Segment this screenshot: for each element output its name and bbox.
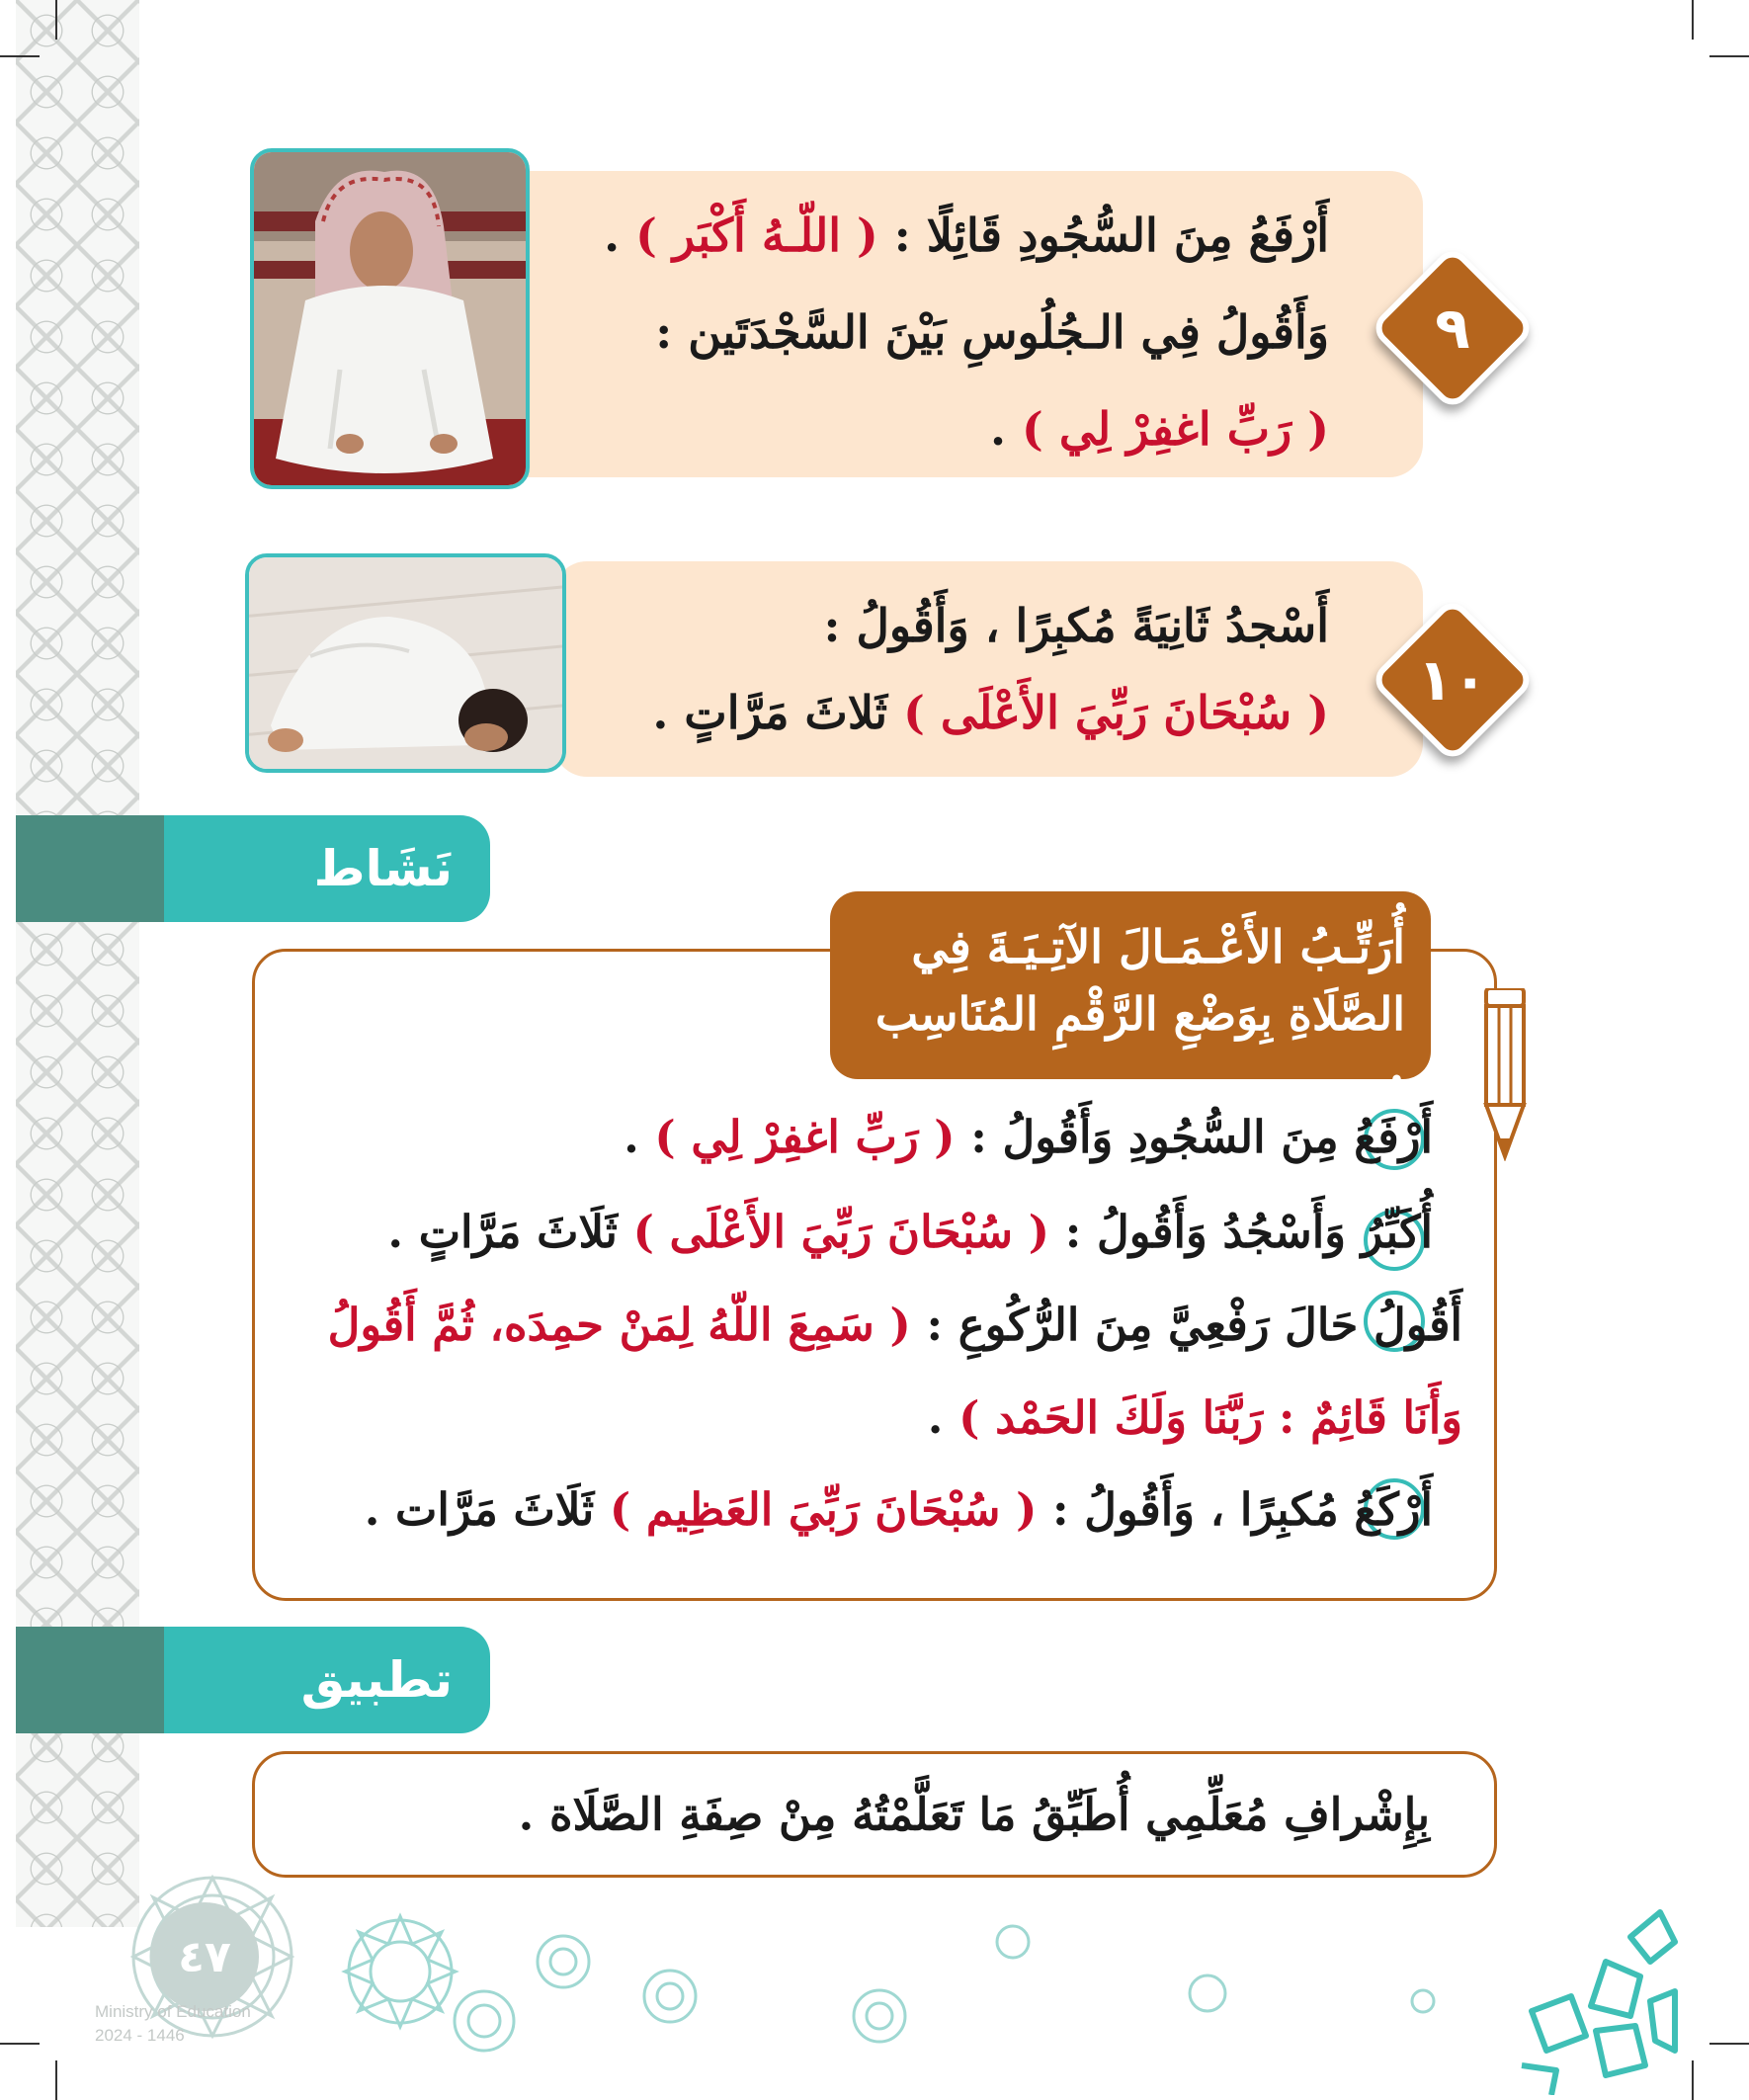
step-10-line-2 [652, 686, 1329, 739]
order-item-1-text: أَرْفَعُ مِنَ السُّجُودِ وَأَقُولُ : [955, 1111, 1433, 1163]
order-item-3-text: أَقُولُ حَالَ رَفْعِيَّ مِنَ الرُّكُوعِ : [910, 1299, 1462, 1351]
step-10-line-2-end: ثَلاثَ مَرَّاتٍ . [652, 686, 904, 739]
step-9-line-1 [604, 209, 1329, 262]
step-9-line-3 [990, 402, 1329, 456]
step-9-line-2: وَأَقُولُ فِي الـجُلُوسِ بَيْنَ السَّجْدَتَين : [655, 305, 1329, 359]
crop-mark [1709, 55, 1749, 57]
ministry-line: Ministry of Education [95, 2002, 251, 2021]
order-item-3-line-1 [327, 1299, 1462, 1351]
order-item-2-highlight: ( سُبْحَانَ رَبِّيَ الأَعْلَى ) [632, 1206, 1050, 1258]
step-9-number: ٩ [1435, 294, 1470, 362]
step-10-line-1: أَسْجدُ ثَانِيَةً مُكبِرًا ، وَأَقُولُ : [823, 599, 1329, 652]
rosette-ornament-icon [341, 1912, 459, 2031]
application-tab-label: تطبيق [300, 1651, 453, 1709]
crop-mark [1692, 2060, 1694, 2100]
activity-tab-label: نَشَاط [313, 840, 453, 897]
rosette-ornament-icon [850, 1986, 909, 2046]
step-10-card [553, 561, 1423, 777]
crop-mark [55, 2060, 57, 2100]
step-9-line-1-text: أَرْفَعُ مِنَ السُّجُودِ قَائِلًا : [877, 209, 1329, 262]
order-item-4 [364, 1483, 1433, 1536]
rosette-ornament-icon [1408, 1986, 1438, 2016]
order-item-2 [387, 1206, 1433, 1258]
page-number: ٤٧ [150, 1902, 259, 2011]
sitting-boy-illustration [250, 152, 526, 489]
step-10-number: ١٠ [1417, 646, 1488, 714]
step-9-line-1-highlight: ( اللّـهُ أَكْبَر ) [635, 209, 878, 262]
order-item-2-end: ثَلَاثَ مَرَّاتٍ . [387, 1206, 633, 1258]
activity-title [830, 891, 1431, 1108]
application-box [252, 1751, 1497, 1878]
rosette-ornament-icon [534, 1932, 593, 1991]
prostrating-boy-illustration [245, 557, 562, 773]
crop-mark [1709, 2043, 1749, 2045]
order-item-1-end: . [624, 1111, 655, 1163]
order-item-3-end: . [927, 1391, 959, 1444]
step-9-line-1-end: . [604, 209, 636, 262]
crop-mark [0, 2043, 40, 2045]
application-text: بِإِشْرافِ مُعَلِّمِي أُطَبِّقُ مَا تَعَلَّمْتُهُ مِنْ صِفَةِ الصَّلَاة . [518, 1788, 1430, 1841]
geometric-corner-ornament-icon [1512, 1902, 1680, 2095]
order-item-3-highlight-continued: وَأَنَا قَائِمٌ : رَبَّنَا وَلَكَ الحَمْد ) [958, 1391, 1462, 1444]
rosette-ornament-icon [450, 1986, 519, 2056]
photo-sitting-between-prostrations [250, 148, 530, 489]
crop-mark [55, 0, 57, 40]
crop-mark [0, 55, 40, 57]
order-item-4-end: ثَلَاثَ مَرَّات . [364, 1483, 610, 1536]
activity-tab [16, 815, 490, 922]
activity-title-line-2: الصَّلَاةِ بِوَضْعِ الرَّقْمِ المُنَاسِب : [874, 987, 1405, 1108]
rosette-ornament-icon [640, 1967, 700, 2026]
order-item-4-highlight: ( سُبْحَانَ رَبِّيَ العَظِيم ) [609, 1483, 1038, 1536]
order-item-4-text: أَرْكَعُ مُكبِرًا ، وَأَقُولُ : [1037, 1483, 1433, 1536]
step-9-card [425, 171, 1423, 477]
crop-mark [1692, 0, 1694, 40]
application-tab [16, 1627, 490, 1733]
step-9-line-3-end: . [990, 402, 1023, 456]
step-9-line-3-highlight: ( رَبِّ اغفِرْ لِي ) [1022, 402, 1329, 456]
order-item-3-highlight: ( سَمِعَ اللّهُ لِمَنْ حمِدَه، ثُمَّ أَقُولُ [327, 1299, 911, 1351]
pencil-icon [1480, 988, 1530, 1161]
order-item-3-line-2 [927, 1391, 1462, 1444]
rosette-ornament-icon [1186, 1972, 1230, 2016]
order-item-1-highlight: ( رَبِّ اغفِرْ لِي ) [654, 1111, 956, 1163]
order-item-2-text: أُكَبِّرُ وَأَسْجُدُ وَأَقُولُ : [1049, 1206, 1433, 1258]
year-line: 2024 - 1446 [95, 2026, 185, 2045]
step-10-line-2-highlight: ( سُبْحَانَ رَبِّيَ الأَعْلَى ) [903, 686, 1329, 739]
activity-title-line-1: أُرَتِّـبُ الأَعْـمَـالَ الآتِـيَـةَ فِي [911, 920, 1405, 973]
rosette-ornament-icon [993, 1922, 1033, 1962]
order-item-1 [624, 1111, 1433, 1163]
photo-second-prostration [245, 553, 566, 773]
